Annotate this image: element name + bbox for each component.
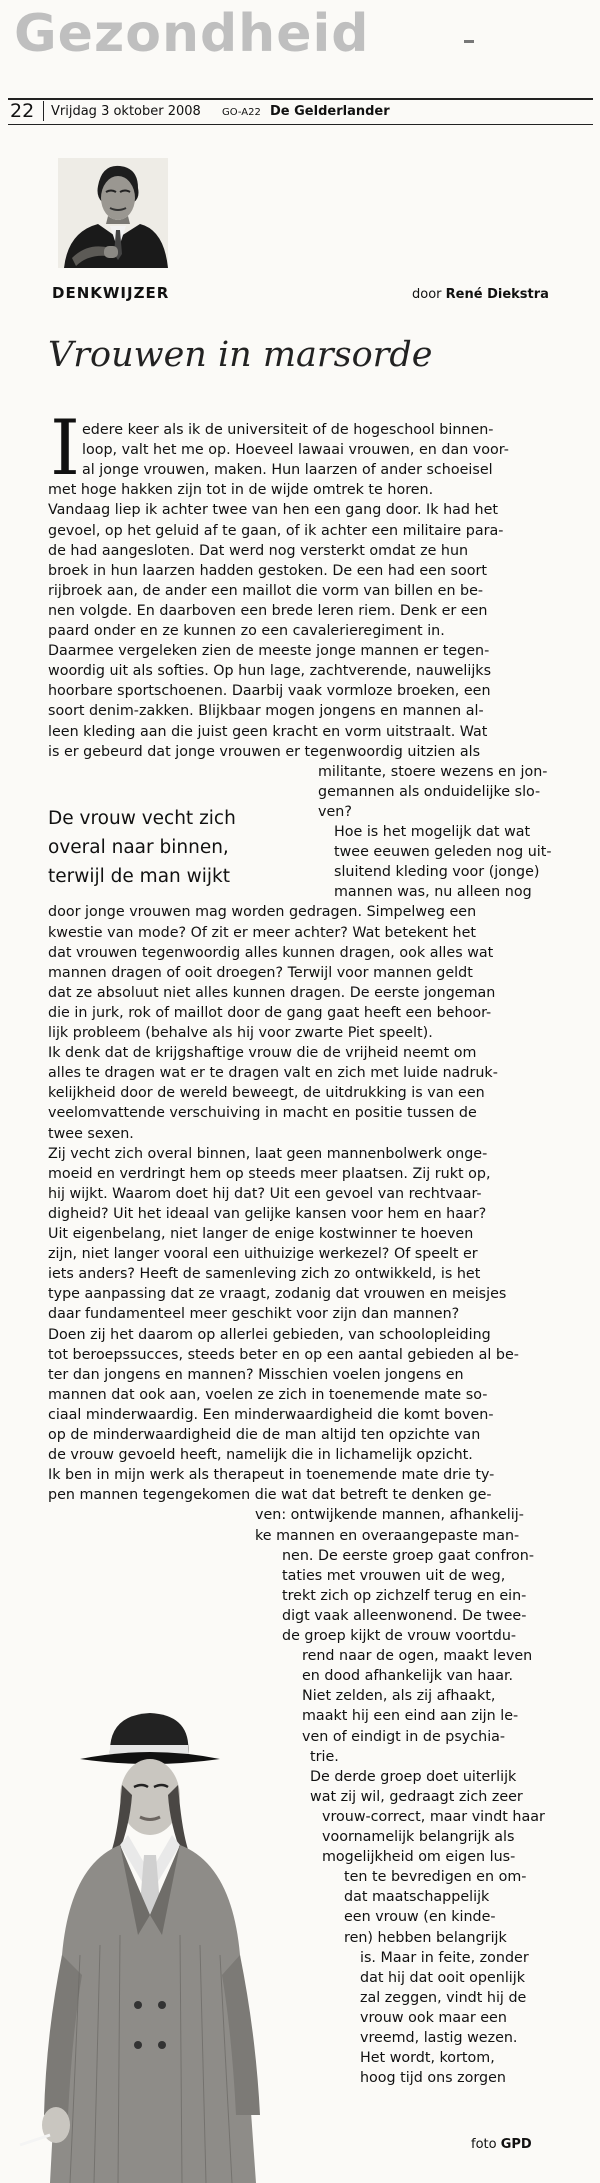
body-text-line: woordig uit als softies. Op hun lage, zachtverende, nauwelijks	[48, 663, 492, 680]
article-photo	[10, 1705, 300, 2183]
body-text-line: ter dan jongens en mannen? Misschien voelen jongens en	[48, 1366, 464, 1383]
body-text-line: ven: ontwijkende mannen, afhankelij-	[255, 1507, 524, 1524]
pull-quote-line: terwijl de man wijkt	[48, 866, 231, 887]
body-text-line: veelomvattende verschuiving in macht en positie tussen de	[48, 1105, 477, 1122]
woman-in-suit-photo	[10, 1705, 300, 2183]
body-text-line: leen kleding aan die juist geen kracht en vorm uitstraalt. Wat	[48, 723, 488, 740]
body-text-line: is. Maar in feite, zonder	[360, 1949, 529, 1966]
body-text-line: gevoel, op het geluid af te gaan, of ik achter een militaire para-	[48, 522, 504, 539]
body-text-line: op de minderwaardigheid die de man altijd ten opzichte van	[48, 1427, 481, 1443]
body-text-line: Niet zelden, als zij afhaakt,	[302, 1688, 496, 1705]
pull-quote-line: De vrouw vecht zich	[48, 808, 236, 829]
body-text-line: trie.	[310, 1748, 339, 1765]
body-text-line: iets anders? Heeft de samenleving zich zo ontwikkeld, is het	[48, 1266, 481, 1283]
body-text-line: Zij vecht zich overal binnen, laat geen mannenbolwerk onge-	[48, 1145, 488, 1162]
body-text-line: ven of eindigt in de psychia-	[302, 1728, 506, 1745]
body-text-line: alles te dragen wat er te dragen valt en zich met luide nadruk-	[48, 1065, 498, 1082]
body-text-line: taties met vrouwen uit de weg,	[282, 1567, 506, 1584]
body-text-line: vrouw ook maar een	[360, 2009, 507, 2026]
body-text-line: Ik ben in mijn werk als therapeut in toenemende mate drie ty-	[48, 1467, 495, 1484]
body-text-line: vrouw-correct, maar vindt haar	[322, 1808, 545, 1825]
body-text-line: kwestie van mode? Of zit er meer achter? Wat betekent het	[48, 924, 476, 941]
body-text-line: type aanpassing dat ze vraagt, zodanig dat vrouwen en meisjes	[48, 1286, 507, 1303]
body-text-line: en dood afhankelijk van haar.	[302, 1668, 514, 1685]
body-text-line: mannen dat ook aan, voelen ze zich in toenemende mate so-	[48, 1386, 488, 1403]
body-text-line: Ik denk dat de krijgshaftige vrouw die de vrijheid neemt om	[48, 1045, 477, 1062]
columnist-portrait-image	[58, 158, 168, 268]
body-text-line: mannen was, nu alleen nog	[334, 884, 532, 901]
body-text-line: ren) hebben belangrijk	[344, 1929, 507, 1946]
author-name: René Diekstra	[445, 287, 549, 302]
body-text-line: pen mannen tegengekomen die wat dat betreft te denken ge-	[48, 1487, 492, 1504]
pull-quote-line: overal naar binnen,	[48, 837, 229, 858]
header-bottom-rule	[8, 124, 593, 125]
body-text-line: moeid en verdringt hem op steeds meer plaatsen. Zij rukt op,	[48, 1165, 491, 1182]
body-text-line: hoorbare sportschoenen. Daarbij vaak vormloze broeken, een	[48, 683, 491, 700]
body-text-line: broek in hun laarzen hadden gestoken. De een had een soort	[48, 562, 487, 579]
body-text-line: vreemd, lastig wezen.	[360, 2030, 518, 2046]
body-text-line: een vrouw (en kinde-	[344, 1909, 496, 1926]
headline: Vrouwen in marsorde	[48, 335, 433, 375]
body-text-line: hoog tijd ons zorgen	[360, 2070, 506, 2087]
body-text-line: gemannen als onduidelijke slo-	[318, 783, 541, 800]
body-text-line: is er gebeurd dat jonge vrouwen er tegenwoordig uitzien als	[48, 743, 481, 760]
body-text-line: mogelijkheid om eigen lus-	[322, 1849, 516, 1866]
body-text-line: die in jurk, rok of maillot door de gang gaat heeft een behoor-	[48, 1004, 492, 1021]
newspaper-name: De Gelderlander	[270, 104, 390, 119]
body-text-line: kelijkheid door de wereld beweegt, de uitdrukking is van een	[48, 1085, 485, 1102]
body-text-line: de had aangesloten. Dat werd nog versterkt omdat ze hun	[48, 542, 469, 559]
body-text-line: dat maatschappelijk	[344, 1889, 490, 1906]
body-text-line: rijbroek aan, de ander een maillot die vorm van billen en be-	[48, 582, 484, 599]
body-text-line: tot beroepssucces, steeds beter en op een aantal gebieden al be-	[48, 1346, 519, 1363]
page-number-separator	[43, 101, 44, 121]
page-number: 22	[10, 100, 35, 122]
body-text-line: maakt hij een eind aan zijn le-	[302, 1708, 519, 1725]
body-text-line: nen. De eerste groep gaat confron-	[282, 1547, 535, 1564]
drop-cap: I	[50, 403, 81, 492]
body-text-line: lijk probleem (behalve als hij voor zwarte Piet speelt).	[48, 1025, 433, 1041]
columnist-portrait	[58, 158, 168, 268]
body-text-line: daar fundamenteel meer geschikt voor zijn dan mannen?	[48, 1306, 460, 1323]
body-text-line: Uit eigenbelang, niet langer de enige kostwinner te hoeven	[48, 1226, 474, 1242]
body-text-line: twee eeuwen geleden nog uit-	[334, 844, 552, 861]
body-text-line: de vrouw gevoeld heeft, namelijk die in lichamelijk opzicht.	[48, 1447, 473, 1464]
byline	[412, 285, 549, 305]
body-text-line: soort denim-zakken. Blijkbaar mogen jongens en mannen al-	[48, 703, 484, 720]
body-text-line: wat zij wil, gedraagt zich zeer	[310, 1788, 523, 1805]
body-text-line: ven?	[318, 803, 352, 820]
body-text-line: Doen zij het daarom op allerlei gebieden, van schoolopleiding	[48, 1326, 491, 1343]
body-text-line: met hoge hakken zijn tot in de wijde omtrek te horen.	[48, 482, 434, 499]
body-text-line: militante, stoere wezens en jon-	[318, 763, 548, 780]
photo-credit	[471, 2135, 532, 2155]
edition-code: GO-A22	[222, 107, 261, 118]
body-text-line: rend naar de ogen, maakt leven	[302, 1648, 533, 1665]
body-text-line: dat ze absoluut niet alles kunnen dragen. De eerste jongeman	[48, 984, 496, 1001]
body-text-line: zal zeggen, vindt hij de	[360, 1989, 527, 2006]
body-text-line: de groep kijkt de vrouw voortdu-	[282, 1628, 517, 1644]
body-text-line: hij wijkt. Waarom doet hij dat? Uit een gevoel van rechtvaar-	[48, 1185, 482, 1202]
body-text-line: dat hij dat ooit openlijk	[360, 1969, 526, 1986]
body-text-line: ciaal minderwaardig. Een minderwaardigheid die komt boven-	[48, 1406, 494, 1423]
body-text-line: Het wordt, kortom,	[360, 2050, 495, 2067]
body-text-line: voornamelijk belangrijk als	[322, 1829, 515, 1845]
body-text-line: door jonge vrouwen mag worden gedragen. Simpelweg een	[48, 904, 477, 921]
body-text-line: mannen dragen of ooit droegen? Terwijl voor mannen geldt	[48, 964, 473, 981]
column-label: DENKWIJZER	[52, 284, 170, 302]
body-text-line: De derde groep doet uiterlijk	[310, 1768, 517, 1785]
byline-prefix: door	[412, 287, 442, 302]
photo-credit-prefix: foto	[471, 2137, 497, 2152]
body-text-line: sluitend kleding voor (jonge)	[334, 864, 540, 881]
body-text-line: digt vaak alleenwonend. De twee-	[282, 1607, 527, 1624]
body-text-line: dat vrouwen tegenwoordig alles kunnen dragen, ook alles wat	[48, 944, 494, 961]
publication-date: Vrijdag 3 oktober 2008	[51, 104, 201, 119]
header-dash	[464, 40, 474, 43]
body-text-line: digheid? Uit het ideaal van gelijke kansen voor hem en haar?	[48, 1205, 487, 1222]
body-text-line: trekt zich op zichzelf terug en ein-	[282, 1587, 527, 1604]
body-text-line: Hoe is het mogelijk dat wat	[334, 824, 531, 840]
header-rule	[8, 98, 593, 100]
photo-credit-source: GPD	[500, 2137, 532, 2152]
body-text-line: al jonge vrouwen, maken. Hun laarzen of ander schoeisel	[82, 462, 493, 479]
body-text-line: nen volgde. En daarboven een brede leren riem. Denk er een	[48, 602, 488, 619]
body-text-line: paard onder en ze kunnen zo een cavalerieregiment in.	[48, 623, 445, 639]
body-text-line: loop, valt het me op. Hoeveel lawaai vrouwen, en dan voor-	[82, 442, 509, 459]
body-text-line: zijn, niet langer vooral een uithuizige werkezel? Of speelt er	[48, 1246, 478, 1263]
body-text-line: Daarmee vergeleken zien de meeste jonge mannen er tegen-	[48, 643, 490, 660]
body-text-line: edere keer als ik de universiteit of de hogeschool binnen-	[82, 422, 494, 438]
body-text-line: Vandaag liep ik achter twee van hen een gang door. Ik had het	[48, 502, 498, 519]
body-text-line: ke mannen en overaangepaste man-	[255, 1527, 520, 1544]
section-title: Gezondheid	[14, 4, 370, 64]
body-text-line: ten te bevredigen en om-	[344, 1869, 527, 1886]
body-text-line: twee sexen.	[48, 1125, 134, 1142]
